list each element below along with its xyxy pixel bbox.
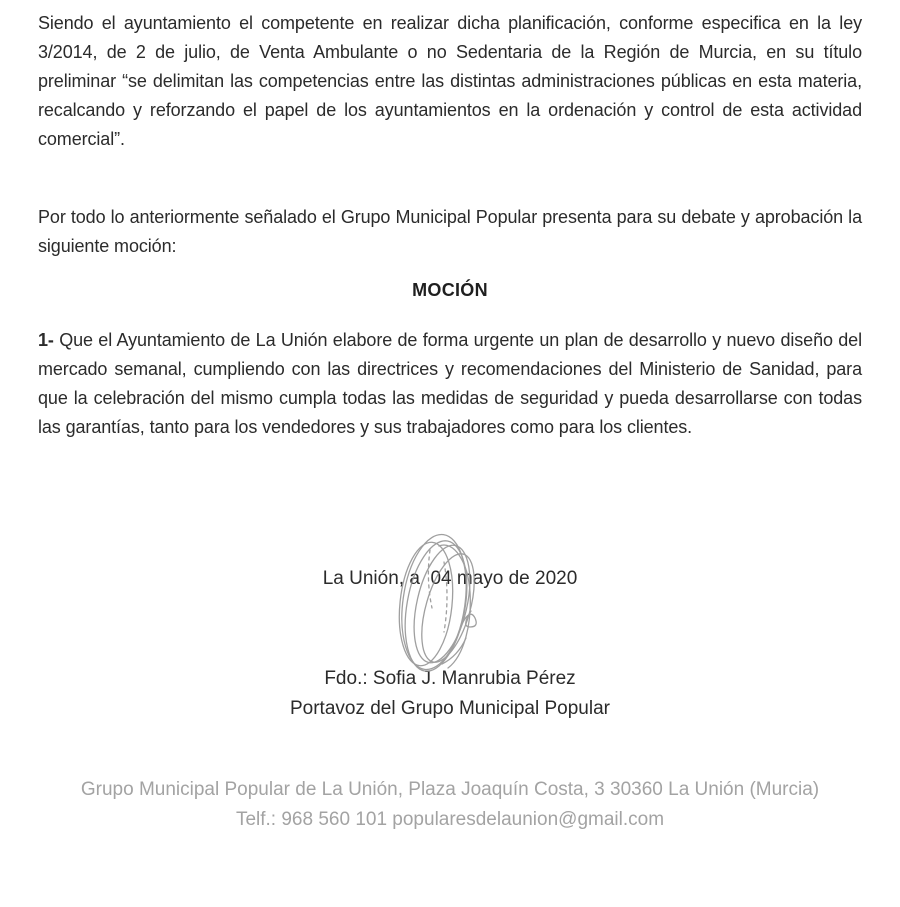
signed-by-line: Fdo.: Sofia J. Manrubia Pérez [324, 668, 576, 689]
motion-item-text: Que el Ayuntamiento de La Unión elabore de forma urgente un plan de desarrollo y nuevo diseño del mercado semanal, cumpliendo con las directrices y recomendaciones del Ministerio de Sanidad, para que la celebración del mismo cumpla todas las medidas de seguridad y pueda desarrollarse con todas las garantías, tanto para los vendedores y sus trabajadores como para los clientes. [38, 330, 862, 437]
paragraph-presentacion: Por todo lo anteriormente señalado el Grupo Municipal Popular presenta para su debate y aprobación la siguiente moción: [38, 207, 862, 256]
document-footer [38, 775, 862, 835]
motion-item-number: 1- [38, 330, 54, 350]
signed-role-line: Portavoz del Grupo Municipal Popular [289, 698, 610, 719]
signature-scribble-icon [384, 532, 496, 682]
date-line: La Unión, a 04 mayo de 2020 [322, 568, 578, 589]
footer-contact-line: Telf.: 968 560 101 popularesdelaunion@gmail.com [235, 809, 665, 830]
paragraph-motion-item-1 [38, 326, 862, 442]
closing-block [38, 564, 862, 723]
footer-address-line: Grupo Municipal Popular de La Unión, Plaza Joaquín Costa, 3 30360 La Unión (Murcia) [80, 779, 820, 800]
paragraph-competencia: Siendo el ayuntamiento el competente en realizar dicha planificación, conforme especifica en la ley 3/2014, de 2 de julio, de Venta Ambulante o no Sedentaria de la Región de Murcia, en su título preliminar “se delimitan las competencias entre las distintas administraciones públicas en esta materia, recalcando y reforzando el papel de los ayuntamientos en la ordenación y control de esta actividad comercial”. [38, 13, 862, 149]
mocion-heading: MOCIÓN [412, 280, 488, 300]
